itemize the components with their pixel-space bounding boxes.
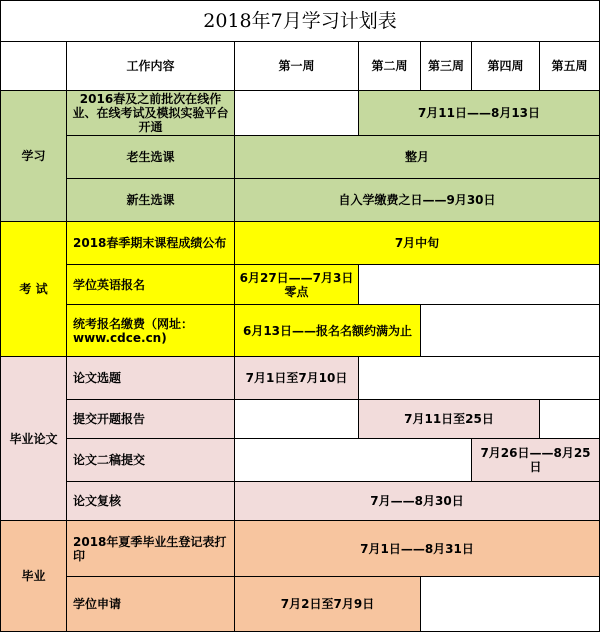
section-label-exam: 考 试: [1, 222, 66, 356]
grid-line: [0, 221, 600, 222]
grid-line: [0, 90, 600, 91]
grid-line: [66, 304, 600, 305]
task-cell: 统考报名缴费（网址：www.cdce.cn): [67, 305, 234, 356]
period-cell: 7月1日至7月10日: [235, 357, 358, 399]
grid-line: [66, 135, 600, 136]
period-cell: 7月2日至7月9日: [235, 577, 420, 631]
grid-line: [66, 264, 600, 265]
grid-line: [66, 438, 600, 439]
task-cell: 学位申请: [67, 577, 234, 631]
task-cell: 新生选课: [67, 179, 234, 221]
grid-line: [420, 41, 421, 91]
grid-line: [66, 178, 600, 179]
grid-line: [358, 399, 359, 439]
grid-line: [66, 399, 600, 400]
grid-line: [539, 41, 540, 91]
table-border: [0, 0, 600, 1]
table-border: [0, 0, 1, 632]
header-week-2: 第二周: [371, 59, 408, 73]
task-cell: 论文选题: [67, 357, 234, 399]
grid-line: [420, 304, 421, 357]
grid-line: [471, 438, 472, 482]
header-week-1: 第一周: [278, 59, 315, 73]
header-week-3: 第三周: [427, 59, 464, 73]
grid-line: [66, 576, 600, 577]
period-cell: 7月——8月30日: [235, 482, 599, 520]
task-cell: 提交开题报告: [67, 400, 234, 438]
period-cell: 7月11日——8月13日: [359, 91, 599, 135]
task-cell: 论文复核: [67, 482, 234, 520]
grid-line: [0, 356, 600, 357]
task-cell: 2018春季期末课程成绩公布: [67, 222, 234, 264]
task-cell: 论文二稿提交: [67, 439, 234, 481]
period-cell: 整月: [235, 136, 599, 178]
header-content: 工作内容: [126, 59, 175, 73]
period-cell: 6月13日——报名名额约满为止: [235, 305, 420, 356]
table-title: 2018年7月学习计划表: [203, 10, 397, 32]
section-label-study: 学习: [1, 91, 66, 221]
grid-line: [234, 41, 235, 632]
task-cell: 老生选课: [67, 136, 234, 178]
grid-line: [358, 356, 359, 400]
grid-line: [471, 41, 472, 91]
task-cell: 2018年夏季毕业生登记表打印: [67, 521, 234, 576]
task-cell: 2016春及之前批次在线作业、在线考试及模拟实验平台开通: [67, 91, 234, 135]
grid-line: [420, 576, 421, 632]
period-cell: 7月11日至25日: [359, 400, 539, 438]
period-cell: 7月中旬: [235, 222, 599, 264]
grid-line: [539, 399, 540, 439]
grid-line: [358, 41, 359, 136]
grid-line: [66, 481, 600, 482]
section-label-graduation: 毕业: [1, 521, 66, 631]
header-week-4: 第四周: [487, 59, 524, 73]
grid-line: [0, 41, 600, 42]
grid-line: [0, 520, 600, 521]
period-cell: 7月26日——8月25日: [472, 439, 599, 481]
grid-line: [358, 264, 359, 305]
period-cell: 7月1日——8月31日: [235, 521, 599, 576]
period-cell: 6月27日——7月3日零点: [235, 265, 358, 304]
grid-line: [66, 41, 67, 632]
header-week-5: 第五周: [551, 59, 588, 73]
period-cell: 自入学缴费之日——9月30日: [235, 179, 599, 221]
task-cell: 学位英语报名: [67, 265, 234, 304]
section-label-thesis: 毕业论文: [1, 357, 66, 520]
